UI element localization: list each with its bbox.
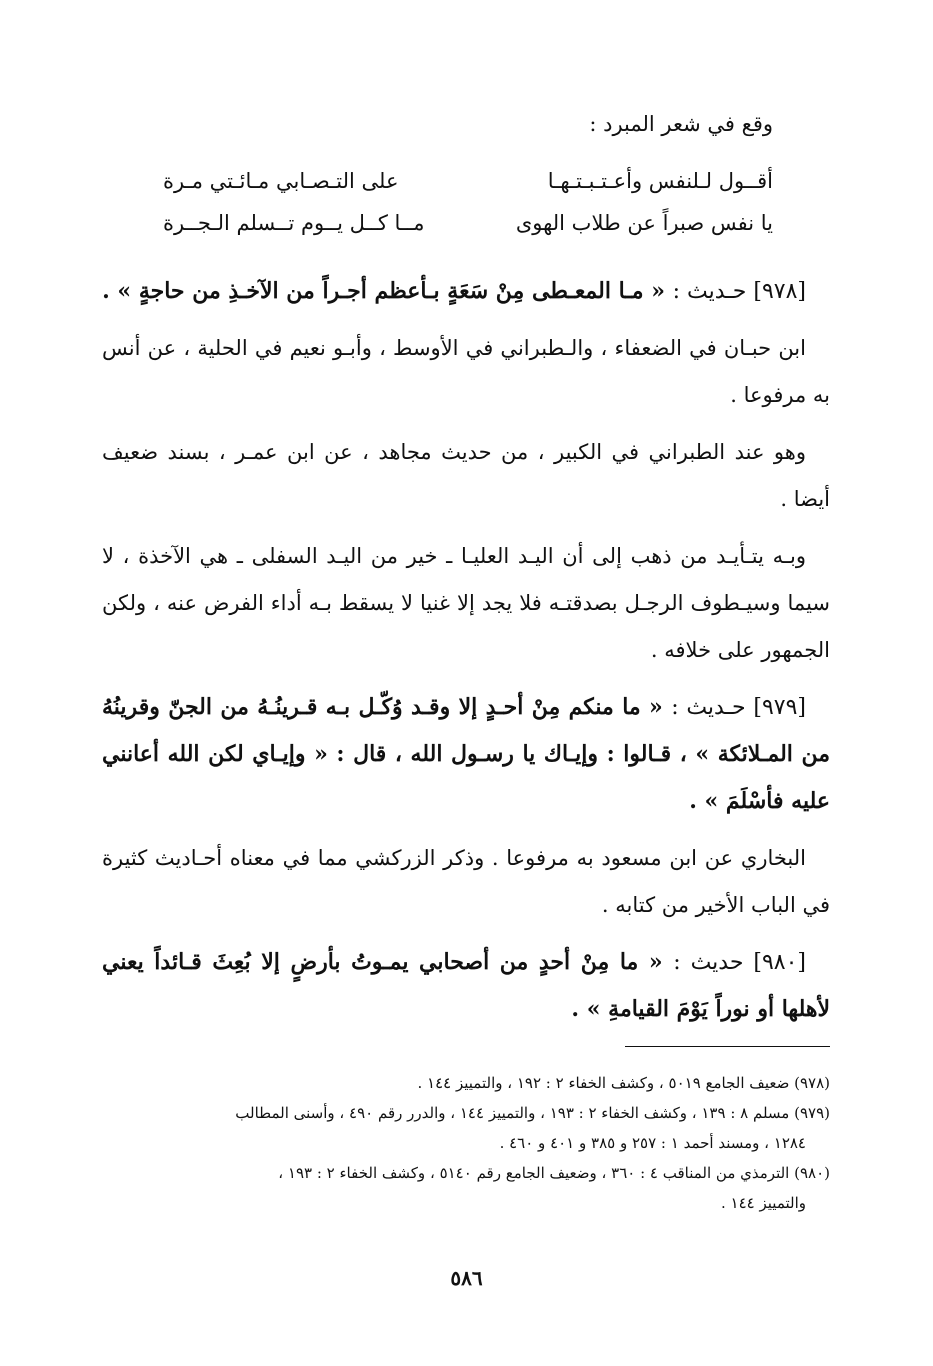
hadith-text: « مـا المعـطى مِنْ سَعَةٍ بـأعظم أجـراً من الآخـذِ من حاجةٍ » . xyxy=(102,278,665,304)
paragraph-text: ابن حبـان في الضعفاء ، والـطبراني في الأوسط ، وأبـو نعيم في الحلية ، عن أنس به مرفوعا . xyxy=(102,336,830,407)
main-text xyxy=(102,268,830,1043)
page-number: ٥٨٦ xyxy=(450,1266,483,1290)
paragraph-text: وبـه يتـأيـد من ذهب إلى أن اليـد العليـا ـ خير من اليـد السفلى ـ هي الآخذة ، لا سيما وسيـطوف الرجـل بصدقتـه فلا يجد إلا غنيا لا يسقط بـه أداء الفرض عنه ، ولكن الجمهور على خلافه . xyxy=(102,544,830,662)
hemistich-second: على التـصـابي مـائـتي مـرة xyxy=(163,169,399,193)
hemistich-first: أقــول لـلنفس وأعـتـبـتـهـا xyxy=(547,169,773,193)
footnote-text: (٩٨٠) الترمذي من المناقب ٤ : ٣٦٠ ، وضعيف الجامع رقم ٥١٤٠ ، وكشف الخفاء ٢ : ١٩٣ ، xyxy=(278,1164,830,1182)
footnotes xyxy=(102,1068,830,1218)
commentary-paragraph xyxy=(102,429,830,523)
poem-verse xyxy=(163,202,773,244)
hadith-number: [٩٨٠] حديث : xyxy=(673,950,806,975)
footnote-text: (٩٧٩) مسلم ٨ : ١٣٩ ، وكشف الخفاء ٢ : ١٩٣ ، والتمييز ١٤٤ ، والدرر رقم ٤٩٠ ، وأسنى المطالب xyxy=(235,1104,830,1122)
hadith-text: « ما منكم مِنْ أحـدٍ إلا وقـد وُكّـل بـه قـرينُـهُ من الجنّ وقرينُهُ من المـلائكة » ، قـالوا : وإيـاك يا رسـول الله ، قال : « وإيـاي لكن الله أعانني عليه فأسْلَمَ » . xyxy=(102,694,830,814)
commentary-paragraph xyxy=(102,325,830,419)
hadith-text: « ما مِنْ أحدٍ من أصحابي يمـوتُ بأرضٍ إلا بُعِثَ قـائداً يعني لأهلها أو نوراً يَوْمَ القيامةِ » . xyxy=(102,949,830,1022)
hadith-number: [٩٧٩] حـديث : xyxy=(671,695,806,720)
poem-intro: وقع في شعر المبرد : xyxy=(589,112,773,136)
commentary-paragraph xyxy=(102,835,830,929)
footnote-continuation: ١٢٨٤ ، ومسند أحمد ١ : ٢٥٧ و ٣٨٥ و ٤٠١ و ٤٦٠ . xyxy=(499,1134,806,1152)
hemistich-second: مــا كــل يــوم تــسلم الـجــرة xyxy=(163,211,425,235)
poem xyxy=(163,160,773,244)
paragraph-text: وهو عند الطبراني في الكبير ، من حديث مجاهد ، عن ابن عمـر ، بسند ضعيف أيضا . xyxy=(102,440,830,511)
footnote-divider xyxy=(625,1046,830,1047)
hemistich-first: يا نفس صبراً عن طلاب الهوى xyxy=(515,211,773,235)
footnote-text: (٩٧٨) ضعيف الجامع ٥٠١٩ ، وكشف الخفاء ٢ : ١٩٢ ، والتمييز ١٤٤ . xyxy=(417,1074,830,1092)
paragraph-text: البخاري عن ابن مسعود به مرفوعا . وذكر الزركشي مما في معناه أحـاديث كثيرة في الباب الأخير من كتابه . xyxy=(102,846,830,917)
poem-verse xyxy=(163,160,773,202)
hadith-978 xyxy=(102,268,830,315)
footnote-980 xyxy=(102,1158,830,1218)
hadith-979 xyxy=(102,684,830,825)
hadith-980 xyxy=(102,939,830,1033)
footnote-979 xyxy=(102,1098,830,1158)
footnote-continuation: والتمييز ١٤٤ . xyxy=(721,1194,806,1212)
commentary-paragraph xyxy=(102,533,830,674)
hadith-number: [٩٧٨] حـديث : xyxy=(672,279,806,304)
footnote-978 xyxy=(102,1068,830,1098)
